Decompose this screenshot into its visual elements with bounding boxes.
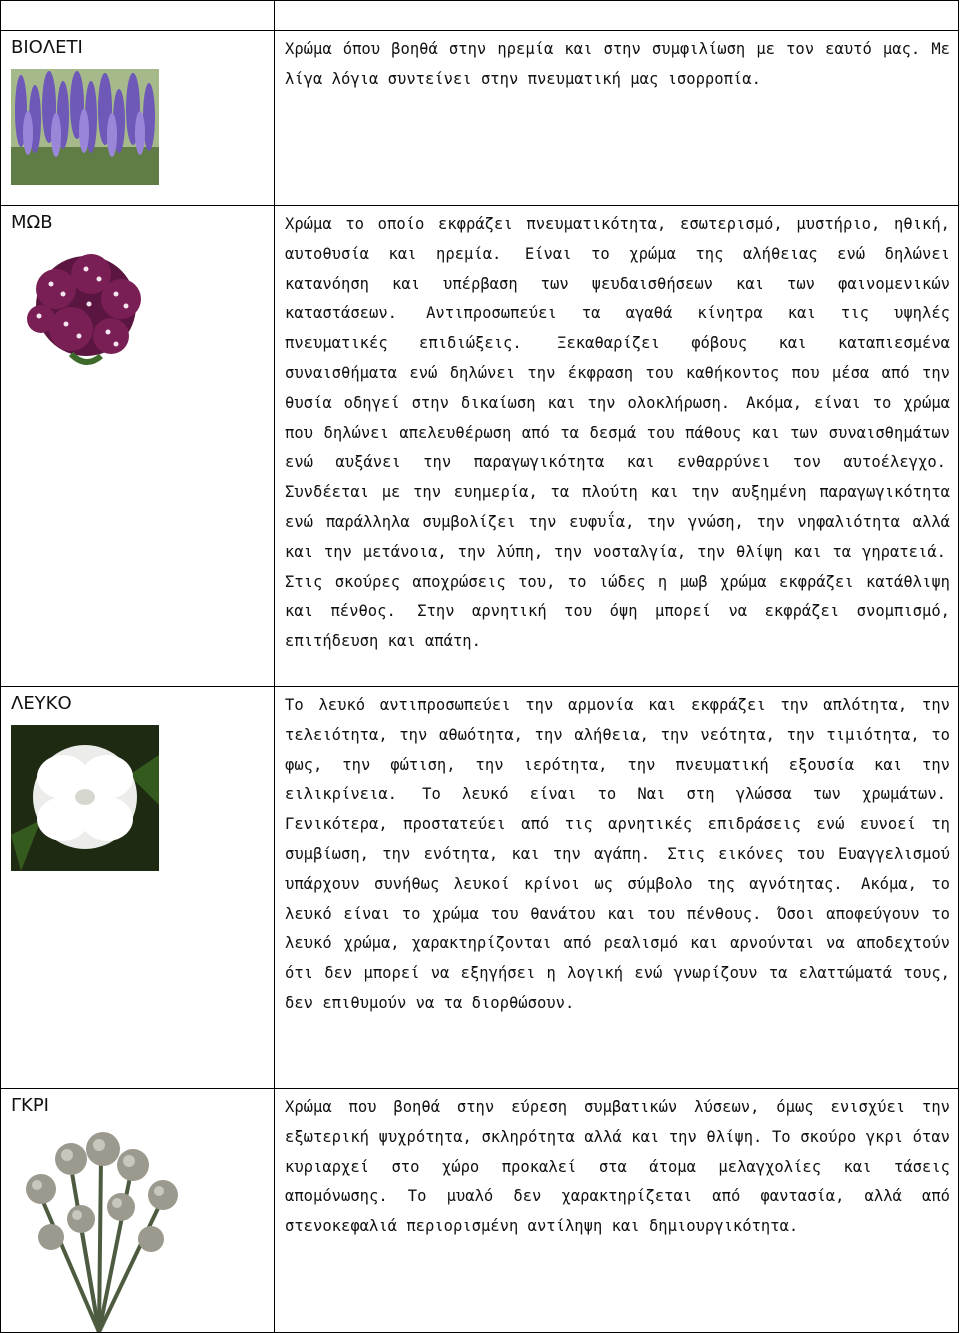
color-name-cell: [1, 31, 275, 206]
description-sentence: Χρώμα όπου βοηθά στην ηρεμία και στην συμφιλίωση με τον εαυτό μας. Με λίγα λόγια συντείνει στην πνευματική μας ισορροπία.: [285, 40, 950, 88]
color-name-purple: ΜΩΒ: [11, 212, 53, 233]
violet-lavender-flower-photo-icon: [11, 69, 159, 185]
color-description-white: [275, 687, 958, 1019]
description-sentence: Ακόμα, το λευκό είναι το χρώμα του θανάτου και του πένθους.: [285, 874, 950, 923]
color-description-cell: [275, 1089, 959, 1333]
color-name-cell: [1, 206, 275, 687]
color-description-cell: [275, 687, 959, 1089]
description-sentence: Συνδέεται με την ευημερία, τα πλούτη και την αυξημένη παραγωγικότητα ενώ παράλληλα συμβολίζει την ευφυΐα, την γνώση, την νηφαλιότητα αλλά και την μετάνοια, την λύπη, την νοσταλγία, την θλίψη και τα γηρατειά.: [285, 483, 950, 561]
color-description-cell: [275, 31, 959, 206]
table-row-white: [1, 687, 959, 1089]
description-sentence: Ακόμα, είναι το χρώμα που δηλώνει απελευθέρωση από τα δεσμά του πάθους και των συναισθημάτων ενώ αυξάνει την παραγωγικότητα και ενθαρρύνει τον αυτοέλεγχο.: [285, 393, 951, 472]
table-header-row: [1, 1, 959, 31]
description-sentence: Το λευκό είναι το Ναι στη γλώσσα των χρωμάτων.: [422, 785, 946, 804]
description-sentence: Στις εικόνες του Ευαγγελισμού υπάρχουν συνήθως λευκοί κρίνοι ως σύμβολο της αγνότητας.: [285, 844, 950, 893]
description-sentence: Στις σκούρες αποχρώσεις του, το ιώδες η μωβ χρώμα εκφράζει κατάθλιψη και πένθος.: [285, 572, 950, 621]
color-description-violet: [275, 31, 958, 95]
color-name-violet: ΒΙΟΛΕΤΙ: [11, 37, 83, 58]
description-sentence: Χρώμα το οποίο εκφράζει πνευματικότητα, εσωτερισμό, μυστήριο, ηθική, αυτοθυσία και ηρεμία.: [285, 215, 950, 263]
description-sentence: Όσοι αποφεύγουν το λευκό χρώμα, χαρακτηρίζονται από ρεαλισμό και αρνούνται να αποδεχτούν ότι δεν μπορεί να εξηγήσει η λογική ενώ γνωρίζουν τα ελαττώματά τους, δεν επιθυμούν να τα διορθώσουν.: [285, 904, 950, 1012]
description-sentence: Χρώμα που βοηθά στην εύρεση συμβατικών λύσεων, όμως ενισχύει την εξωτερική ψυχρότητα, σκληρότητα αλλά και την θλίψη.: [285, 1098, 950, 1146]
description-sentence: Ξεκαθαρίζει φόβους και καταπιεσμένα συναισθήματα ενώ δηλώνει την έκφραση του καθήκοντος που μέσα από την θυσία οδηγεί στην δικαίωση και την ολοκλήρωση.: [285, 334, 950, 412]
table-row-violet: [1, 31, 959, 206]
description-sentence: Αντιπροσωπεύει τα αγαθά κίνητρα και τις υψηλές πνευματικές επιδιώξεις.: [285, 304, 950, 353]
color-name-cell: [1, 687, 275, 1089]
white-begonia-flower-photo-icon: [11, 725, 159, 871]
color-name-grey: ΓΚΡΙ: [11, 1095, 49, 1116]
grey-flower-buds-photo-icon: [11, 1127, 187, 1332]
description-sentence: Το μυαλό δεν χαρακτηρίζεται από φαντασία, αλλά από στενοκεφαλιά περιορισμένη αντίληψη και δημιουργικότητα.: [285, 1187, 950, 1236]
description-sentence: Το σκούρο γκρι όταν κυριαρχεί στο χώρο προκαλεί στα άτομα μελαγχολίες και τάσεις απομόνωσης.: [285, 1127, 950, 1206]
color-description-cell: [275, 206, 959, 687]
table-row-purple: [1, 206, 959, 687]
description-sentence: Γενικότερα, προστατεύει από τις αρνητικές επιδράσεις ενώ ευνοεί τη συμβίωση, την ενότητα, και την αγάπη.: [285, 815, 950, 863]
purple-verbena-flower-photo-icon: [11, 244, 161, 374]
table-row-grey: [1, 1089, 959, 1333]
color-name-cell: [1, 1089, 275, 1333]
color-description-purple: [275, 206, 958, 657]
description-sentence: Στην αρνητική του όψη μπορεί να εκφράζει σνομπισμό, επιτήδευση και απάτη.: [285, 602, 950, 651]
description-sentence: Είναι το χρώμα της αλήθειας ενώ δηλώνει κατανόηση και υπέρβαση των ψευδαισθήσεων και των φαινομενικών καταστάσεων.: [285, 244, 950, 323]
description-sentence: Το λευκό αντιπροσωπεύει την αρμονία και εκφράζει την απλότητα, την τελειότητα, την αθωότητα, την αλήθεια, την νεότητα, την τιμιότητα, το φως, την φώτιση, την ιερότητα, την πνευματική εξουσία και την ειλικρίνεια.: [285, 696, 950, 804]
color-name-white: ΛΕΥΚΟ: [11, 693, 72, 714]
color-description-grey: [275, 1089, 958, 1242]
